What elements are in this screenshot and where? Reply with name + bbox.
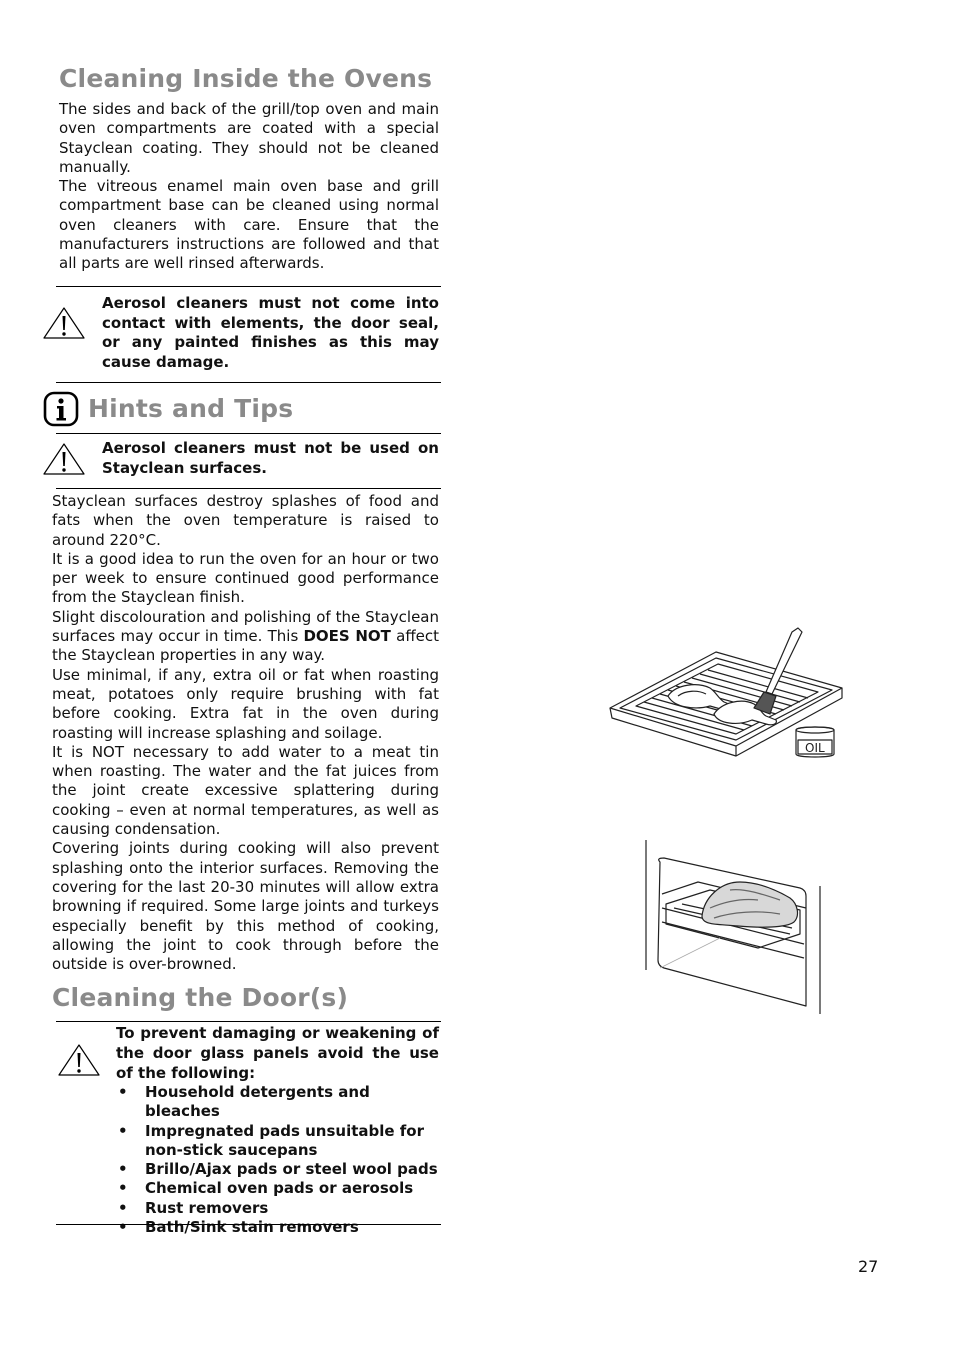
list-item: • Household detergents and bleaches xyxy=(116,1083,439,1122)
list-item: • Rust removers xyxy=(116,1199,439,1218)
divider xyxy=(56,433,441,434)
list-item: • Brillo/Ajax pads or steel wool pads xyxy=(116,1160,439,1179)
emphasis-text: DOES NOT xyxy=(303,627,391,646)
oven-joint-illustration xyxy=(640,838,830,1018)
warning-triangle-icon xyxy=(57,1043,101,1081)
avoid-list xyxy=(116,1083,439,1237)
paragraph: The vitreous enamel main oven base and grill compartment base can be cleaned using normal oven cleaners with care. Ensure that the manufacturers instructions are followed and that all parts are well rinsed afterwards. xyxy=(59,177,439,273)
paragraph-text: Slight discolouration and polishing of the Stayclean surfaces may occur in time. This xyxy=(52,607,439,646)
paragraph xyxy=(52,608,439,666)
section-body-hints-and-tips xyxy=(52,492,439,974)
section-title-hints-and-tips: Hints and Tips xyxy=(88,394,294,423)
paragraph: It is NOT necessary to add water to a meat tin when roasting. The water and the fat juices from the joint create excessive splattering during cooking – even at normal temperatures, as well as causing condensation. xyxy=(52,742,439,839)
divider xyxy=(56,286,441,287)
section-body-cleaning-inside-ovens xyxy=(59,100,439,274)
paragraph: Covering joints during cooking will also prevent splashing onto the interior surfaces. Removing the covering for the last 20-30 minutes will allow extra browning if required. Some large joints and turkeys especially benefit by this method of cooking, allowing the joint to cook through before the outside is over-browned. xyxy=(52,839,439,974)
roasting-tin-illustration xyxy=(606,622,846,762)
section-title-cleaning-inside-ovens: Cleaning Inside the Ovens xyxy=(59,64,433,93)
warning-text: Aerosol cleaners must not be used on Stayclean surfaces. xyxy=(102,439,439,477)
warning-text: To prevent damaging or weakening of the door glass panels avoid the use of the following: xyxy=(116,1024,439,1082)
divider xyxy=(56,1021,441,1022)
page-number: 27 xyxy=(858,1257,879,1276)
list-item: • Chemical oven pads or aerosols xyxy=(116,1179,439,1198)
section-title-cleaning-the-doors: Cleaning the Door(s) xyxy=(52,983,349,1012)
paragraph: Stayclean surfaces destroy splashes of food and fats when the oven temperature is raised to around 220°C. xyxy=(52,492,439,549)
divider xyxy=(56,382,441,383)
warning-text: Aerosol cleaners must not come into contact with elements, the door seal, or any painted finishes as this may cause damage. xyxy=(102,294,439,371)
door-warning-block xyxy=(116,1023,439,1237)
list-item: • Bath/Sink stain removers xyxy=(116,1218,439,1237)
warning-triangle-icon xyxy=(42,442,86,480)
list-item: • Impregnated pads unsuitable for non-stick saucepans xyxy=(116,1122,439,1161)
paragraph-text: affect the Stayclean properties in any way. xyxy=(52,627,440,665)
info-icon xyxy=(43,391,79,431)
paragraph: The sides and back of the grill/top oven and main oven compartments are coated with a special Stayclean coating. They should not be cleaned manually. xyxy=(59,100,439,176)
paragraph: Use minimal, if any, extra oil or fat when roasting meat, potatoes only require brushing with fat before cooking. Extra fat in the oven during roasting will increase splashing and soilage. xyxy=(52,665,439,742)
paragraph: It is a good idea to run the oven for an hour or two per week to ensure continued good performance from the Stayclean finish. xyxy=(52,549,439,607)
divider xyxy=(56,488,441,489)
warning-triangle-icon xyxy=(42,306,86,344)
divider xyxy=(56,1224,441,1225)
oil-jar-label: OIL xyxy=(805,741,825,755)
